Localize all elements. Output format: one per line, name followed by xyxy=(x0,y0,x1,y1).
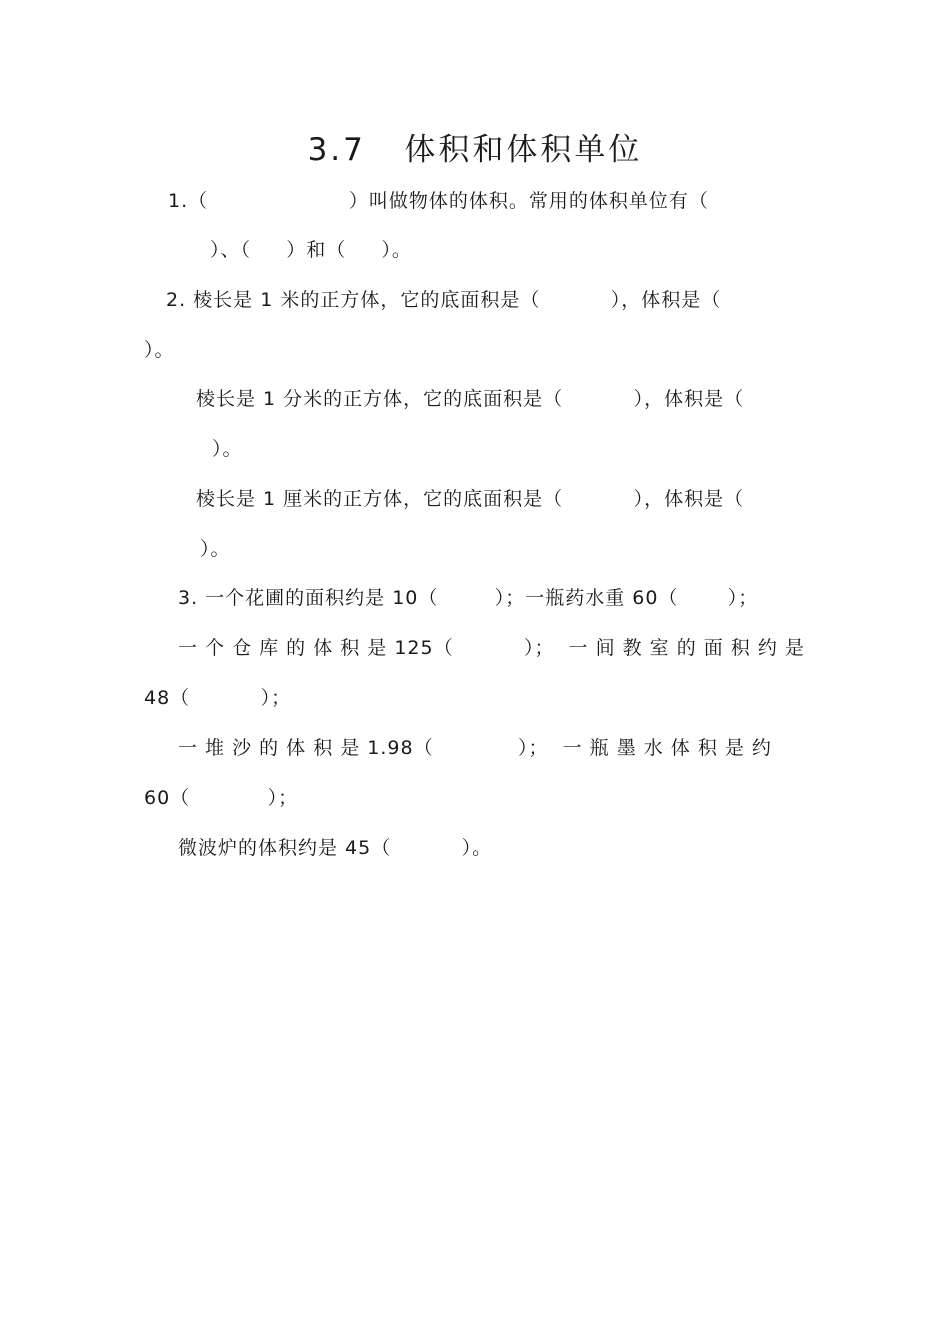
question-3-line-6: 微波炉的体积约是 45（ ）。 xyxy=(178,837,493,859)
question-1-line-1: 1.（ ）叫做物体的体积。常用的体积单位有（ xyxy=(168,190,709,212)
question-3-line-5: 60（ ）； xyxy=(144,787,299,809)
question-3-line-4: 一 堆 沙 的 体 积 是 1.98（ ）； 一 瓶 墨 水 体 积 是 约 xyxy=(178,737,772,759)
question-3-line-1: 3. 一个花圃的面积约是 10（ ）；一瓶药水重 60（ ）； xyxy=(178,587,759,609)
question-2-line-2: ）。 xyxy=(144,339,175,361)
question-3-line-3: 48（ ）； xyxy=(144,687,292,709)
question-2-line-4: ）。 xyxy=(212,438,243,460)
question-1-line-2: ）、（ ）和（ ）。 xyxy=(210,239,412,261)
question-2-line-1: 2. 棱长是 1 米的正方体，它的底面积是（ ），体积是（ xyxy=(166,289,722,311)
page-title: 3.7 体积和体积单位 xyxy=(307,132,643,168)
question-3-line-2: 一 个 仓 库 的 体 积 是 125（ ）； 一 间 教 室 的 面 积 约 是 xyxy=(178,637,805,659)
question-2-line-3: 棱长是 1 分米的正方体，它的底面积是（ ），体积是（ xyxy=(196,388,745,410)
question-2-line-5: 棱长是 1 厘米的正方体，它的底面积是（ ），体积是（ xyxy=(196,488,745,510)
question-2-line-6: ）。 xyxy=(200,538,231,560)
